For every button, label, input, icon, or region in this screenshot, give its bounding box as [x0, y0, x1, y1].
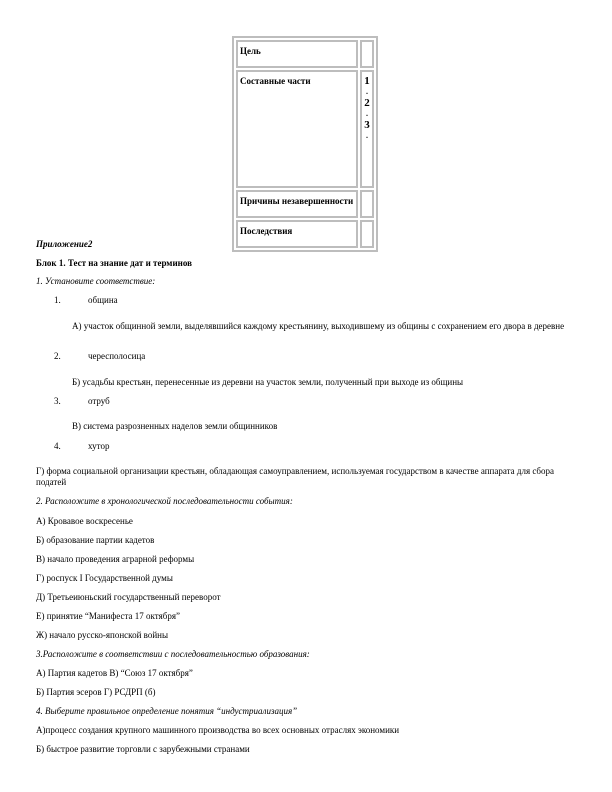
list-item: А) Кровавое воскресенье	[36, 516, 133, 526]
reform-analysis-table	[232, 36, 378, 252]
table-row	[236, 190, 374, 218]
table-cell-empty	[360, 220, 374, 248]
list-number: 1.	[54, 295, 61, 305]
list-item: Б) образование партии кадетов	[36, 535, 155, 545]
list-item: Д) Третьеиюньский государственный переворот	[36, 592, 221, 602]
question-4-prompt: 4. Выберите правильное определение понятия “индустриализация”	[36, 706, 298, 716]
table-cell-consequences: Последствия	[236, 220, 358, 248]
list-item: Б) Партия эсеров Г) РСДРП (б)	[36, 687, 156, 697]
list-item: А)процесс создания крупного машинного производства во всех основных отраслях экономики	[36, 725, 400, 735]
list-item: Е) принятие “Манифеста 17 октября”	[36, 611, 180, 621]
marker: 2	[364, 97, 370, 109]
list-item: В) начало проведения аграрной реформы	[36, 554, 195, 564]
table-row	[236, 70, 374, 188]
appendix-title: Приложение2	[36, 239, 93, 249]
list-item: Б) быстрое развитие торговли с зарубежными странами	[36, 744, 250, 754]
marker: .	[366, 109, 368, 118]
definition-d: Г) форма социальной организации крестьян, обладающая самоуправлением, используемая государством в качестве аппарата для сбора податей	[36, 466, 555, 487]
list-number: 2.	[54, 351, 61, 361]
list-item-term: чересполосица	[88, 351, 146, 361]
list-item: Г) роспуск I Государственной думы	[36, 573, 173, 583]
block-title: Блок 1. Тест на знание дат и терминов	[36, 258, 192, 268]
list-number: 3.	[54, 396, 61, 406]
marker: 1	[364, 75, 370, 87]
list-item: Ж) начало русско-японской войны	[36, 630, 169, 640]
list-item-term: отруб	[88, 396, 110, 406]
question-1-prompt: 1. Установите соответствие:	[36, 276, 156, 286]
list-number: 4.	[54, 441, 61, 451]
table-cell-empty	[360, 190, 374, 218]
definition-c: В) система разрозненных наделов земли общинников	[72, 421, 278, 431]
marker: .	[366, 87, 368, 96]
table-cell-parts: Составные части	[236, 70, 358, 188]
table-cell-empty	[360, 40, 374, 68]
table-cell-goal: Цель	[236, 40, 358, 68]
table-row	[236, 40, 374, 68]
table-row	[236, 220, 374, 248]
table-cell-parts-markers	[360, 70, 374, 188]
list-item-term: община	[88, 295, 118, 305]
list-item-term: хутор	[88, 441, 110, 451]
question-2-prompt: 2. Расположите в хронологической последовательности события:	[36, 496, 293, 506]
definition-a: А) участок общинной земли, выделявшийся каждому крестьянину, выходившему из общины с сохранением его двора в деревне	[72, 321, 565, 331]
table-cell-reasons: Причины незавершенности	[236, 190, 358, 218]
definition-b: Б) усадьбы крестьян, перенесенные из деревни на участок земли, полученный при выходе из общины	[72, 377, 464, 387]
list-item: А) Партия кадетов В) “Союз 17 октября”	[36, 668, 193, 678]
question-3-prompt: 3.Расположите в соответствии с последовательностью образования:	[36, 649, 310, 659]
marker: 3	[364, 119, 370, 131]
marker: .	[366, 131, 368, 140]
